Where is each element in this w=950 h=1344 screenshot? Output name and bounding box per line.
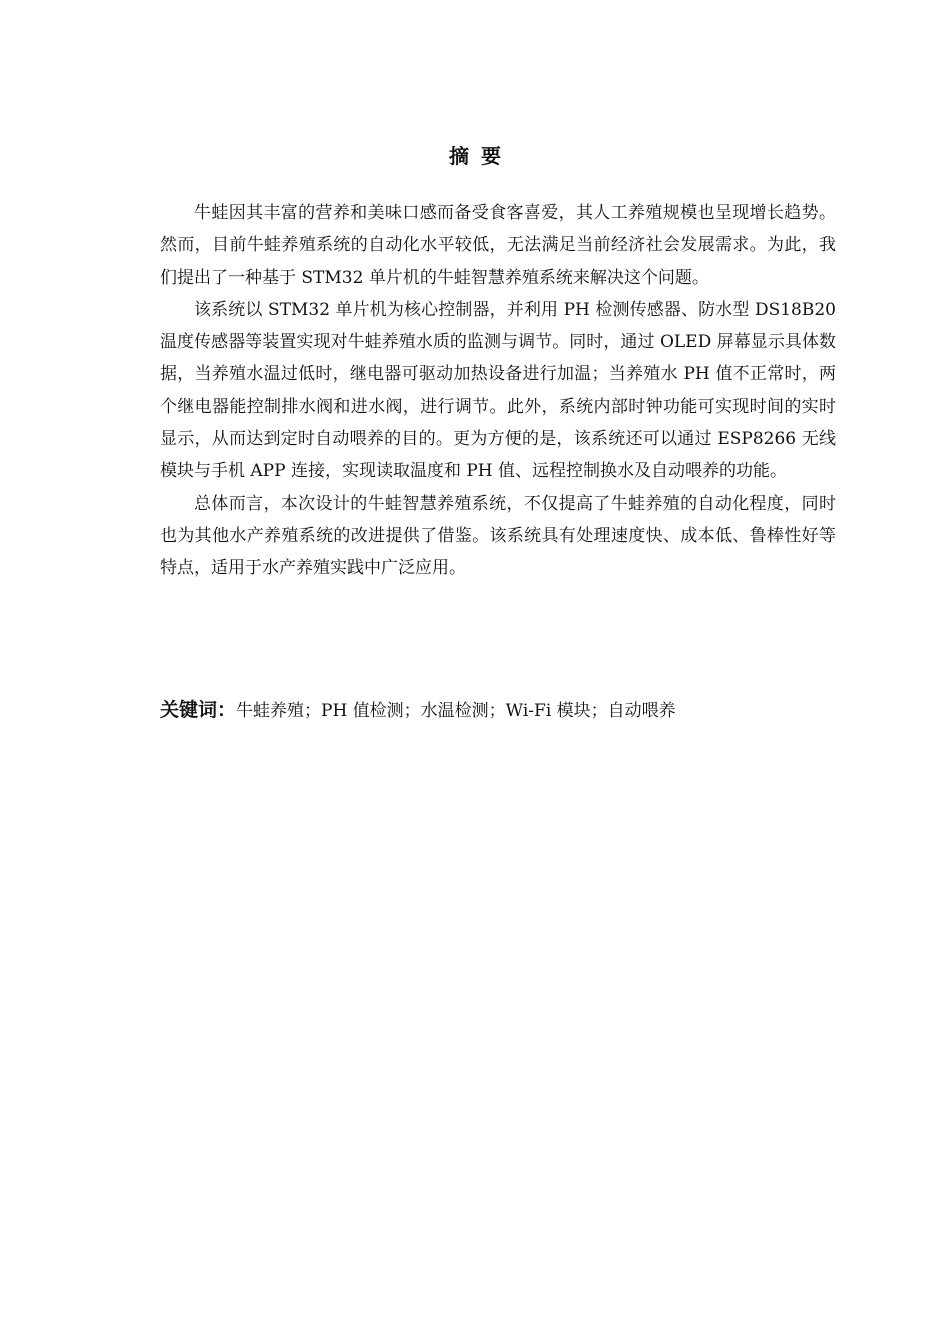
abstract-body [160,197,836,585]
abstract-paragraph-3: 总体而言，本次设计的牛蛙智慧养殖系统，不仅提高了牛蛙养殖的自动化程度，同时也为其他水产养殖系统的改进提供了借鉴。该系统具有处理速度快、成本低、鲁棒性好等特点，适用于水产养殖实践中广泛应用。 [160,493,836,579]
abstract-paragraph-2: 该系统以 STM32 单片机为核心控制器，并利用 PH 检测传感器、防水型 DS18B20 温度传感器等装置实现对牛蛙养殖水质的监测与调节。同时，通过 OLED 屏幕显示具体数据，当养殖水温过低时，继电器可驱动加热设备进行加温；当养殖水 PH 值不正常时，两个继电器能控制排水阀和进水阀，进行调节。此外，系统内部时钟功能可实现时间的实时显示，从而达到定时自动喂养的目的。更为方便的是，该系统还可以通过 ESP8266 无线模块与手机 APP 连接，实现读取温度和 PH 值、远程控制换水及自动喂养的功能。 [160,299,836,482]
abstract-title: 摘要 [449,144,513,168]
abstract-paragraph-1: 牛蛙因其丰富的营养和美味口感而备受食客喜爱，其人工养殖规模也呈现增长趋势。然而，目前牛蛙养殖系统的自动化水平较低，无法满足当前经济社会发展需求。为此，我们提出了一种基于 STM32 单片机的牛蛙智慧养殖系统来解决这个问题。 [160,203,836,288]
keywords-label: 关键词： [160,699,237,721]
keywords-line [160,694,836,727]
keywords-list: 牛蛙养殖；PH 值检测；水温检测；Wi-Fi 模块；自动喂养 [236,701,676,721]
